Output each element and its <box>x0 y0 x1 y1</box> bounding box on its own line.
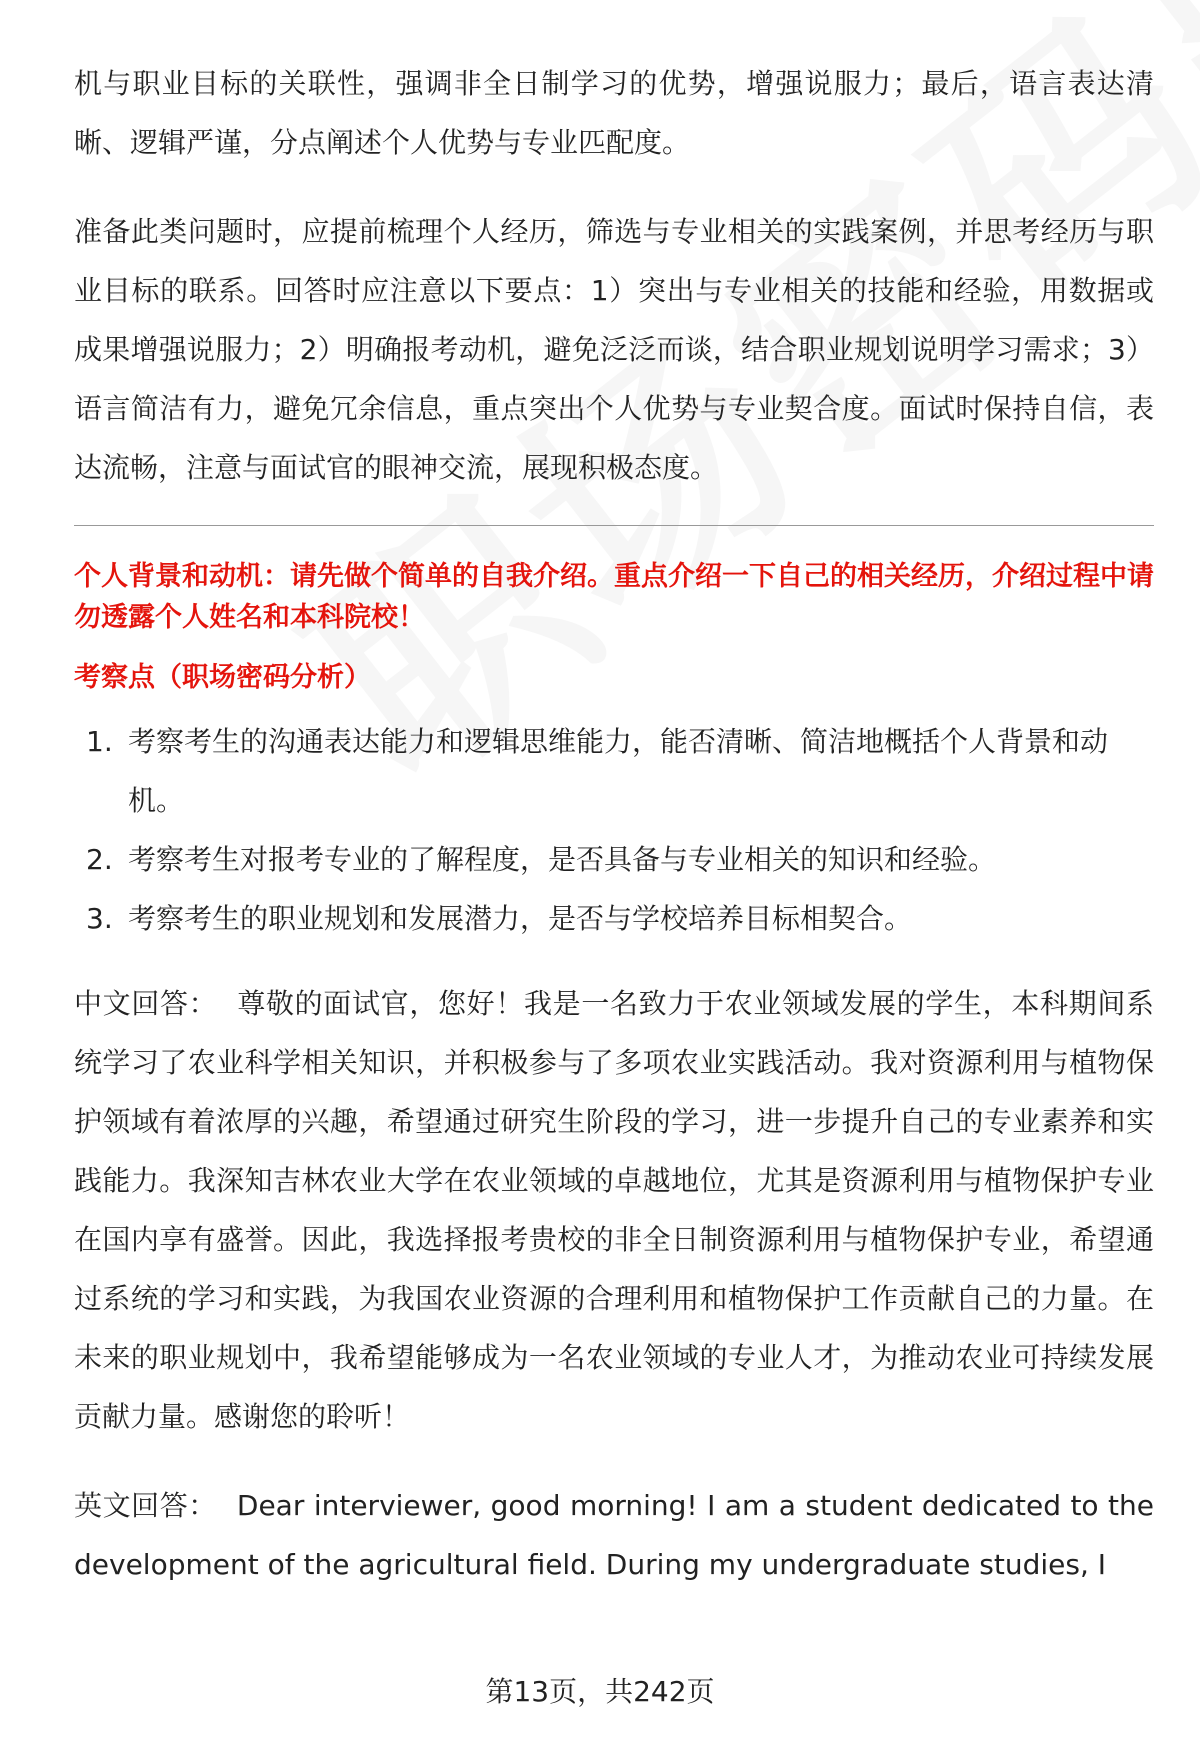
section-divider <box>74 525 1154 526</box>
english-answer-label: 英文回答： <box>74 1489 217 1522</box>
list-item-number: 2. <box>86 843 113 876</box>
list-item-number: 1. <box>86 725 113 758</box>
paragraph-preparation-tips: 准备此类问题时，应提前梳理个人经历，筛选与专业相关的实践案例，并思考经历与职业目标的联系。回答时应注意以下要点：1）突出与专业相关的技能和经验，用数据或成果增强说服力；2）明确报考动机，避免泛泛而谈，结合职业规划说明学习需求；3）语言简洁有力，避免冗余信息，重点突出个人优势与专业契合度。面试时保持自信，表达流畅，注意与面试官的眼神交流，展现积极态度。 <box>74 215 1154 484</box>
list-item <box>74 889 1154 948</box>
question-heading: 个人背景和动机：请先做个简单的自我介绍。重点介绍一下自己的相关经历，介绍过程中请勿透露个人姓名和本科院校！ <box>74 561 1154 633</box>
chinese-answer-text: 尊敬的面试官，您好！我是一名致力于农业领域发展的学生，本科期间系统学习了农业科学相关知识，并积极参与了多项农业实践活动。我对资源利用与植物保护领域有着浓厚的兴趣，希望通过研究生阶段的学习，进一步提升自己的专业素养和实践能力。我深知吉林农业大学在农业领域的卓越地位，尤其是资源利用与植物保护专业在国内享有盛誉。因此，我选择报考贵校的非全日制资源利用与植物保护专业，希望通过系统的学习和实践，为我国农业资源的合理利用和植物保护工作贡献自己的力量。在未来的职业规划中，我希望能够成为一名农业领域的专业人才，为推动农业可持续发展贡献力量。感谢您的聆听！ <box>74 987 1154 1433</box>
page-footer: 第13页，共242页 <box>485 1675 715 1708</box>
assessment-points-list <box>74 712 1154 948</box>
list-item <box>74 712 1154 830</box>
list-item-text: 考察考生对报考专业的了解程度，是否具备与专业相关的知识和经验。 <box>128 843 997 876</box>
document-body <box>74 54 1154 1594</box>
chinese-answer <box>74 974 1154 1446</box>
assessment-points-heading: 考察点（职场密码分析） <box>74 662 371 693</box>
list-item-text: 考察考生的沟通表达能力和逻辑思维能力，能否清晰、简洁地概括个人背景和动机。 <box>128 725 1109 817</box>
list-item-text: 考察考生的职业规划和发展潜力，是否与学校培养目标相契合。 <box>128 902 913 935</box>
paragraph-continuation: 机与职业目标的关联性，强调非全日制学习的优势，增强说服力；最后，语言表达清晰、逻辑严谨，分点阐述个人优势与专业匹配度。 <box>74 67 1154 159</box>
chinese-answer-label: 中文回答： <box>74 987 218 1020</box>
list-item-number: 3. <box>86 902 113 935</box>
english-answer-text: Dear interviewer, good morning! I am a student dedicated to the development of the agricultural field. During my undergraduate studies, I <box>74 1489 1154 1581</box>
list-item <box>74 830 1154 889</box>
english-answer <box>74 1476 1154 1594</box>
